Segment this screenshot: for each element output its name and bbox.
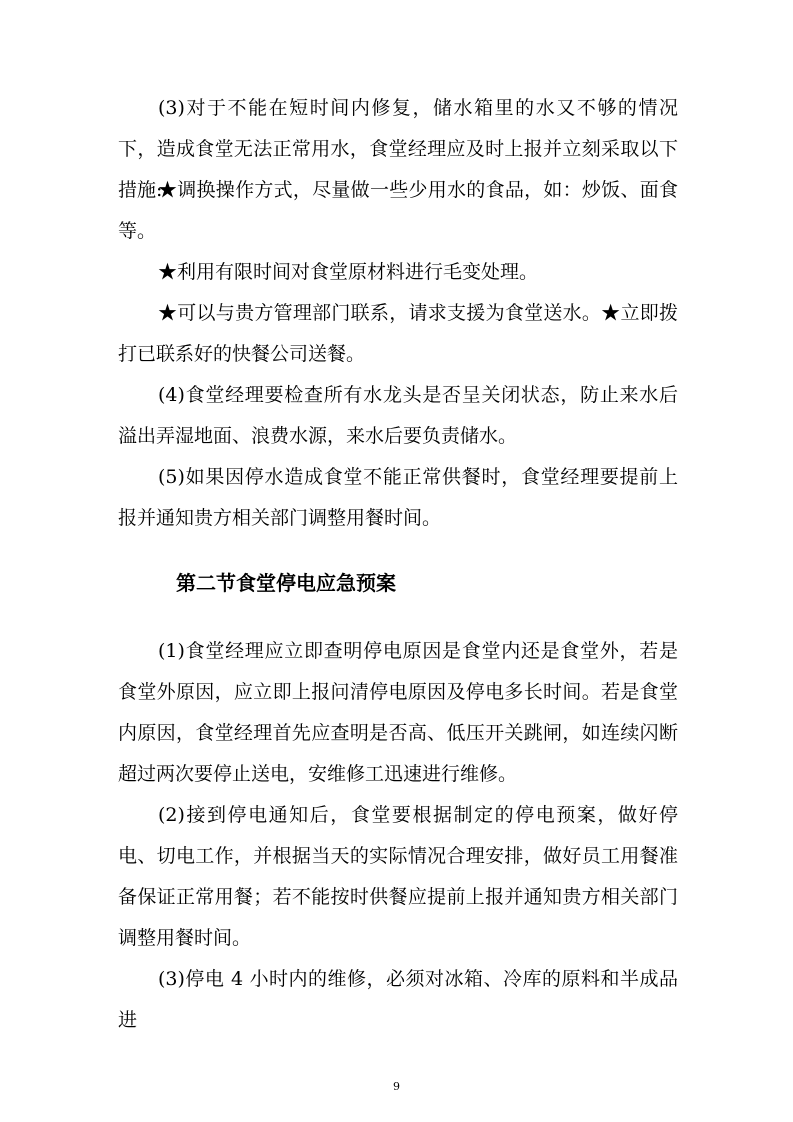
paragraph-measure-materials: ★利用有限时间对食堂原材料进行毛变处理。 — [158, 261, 539, 283]
paragraph-water-3: (3)对于不能在短时间内修复，储水箱里的水又不够的情况下，造成食堂无法正常用水，食堂经理应及时上报并立刻采取以下措施: — [118, 97, 678, 201]
paragraph-measure-cooking: ★调换操作方式，尽量做一些少用水的食品，如：炒饭、面食等。 — [118, 179, 678, 242]
paragraph-water-5: (5)如果因停水造成食堂不能正常供餐时，食堂经理要提前上报并通知贵方相关部门调整用餐时间。 — [118, 466, 678, 529]
page-number: 9 — [393, 1080, 400, 1093]
paragraph-power-1: (1)食堂经理应立即查明停电原因是食堂内还是食堂外，若是食堂外原因，应立即上报问清停电原因及停电多长时间。若是食堂内原因，食堂经理首先应查明是否高、低压开关跳闸，如连续闪断超过两次要停止送电，安维修工迅速进行维修。 — [118, 640, 678, 785]
paragraph-power-3: (3)停电 4 小时内的维修，必须对冰箱、冷库的原料和半成品进 — [118, 968, 678, 1031]
section-heading: 第二节食堂停电应急预案 — [176, 571, 396, 595]
paragraph-measure-support: ★可以与贵方管理部门联系，请求支援为食堂送水。★立即拨打已联系好的快餐公司送餐。 — [118, 302, 678, 365]
paragraph-water-4: (4)食堂经理要检查所有水龙头是否呈关闭状态，防止来水后溢出弄湿地面、浪费水源，来水后要负责储水。 — [118, 384, 678, 447]
paragraph-power-2: (2)接到停电通知后，食堂要根据制定的停电预案，做好停电、切电工作，并根据当天的实际情况合理安排，做好员工用餐准备保证正常用餐；若不能按时供餐应提前上报并通知贵方相关部门调整用餐时间。 — [118, 804, 678, 949]
